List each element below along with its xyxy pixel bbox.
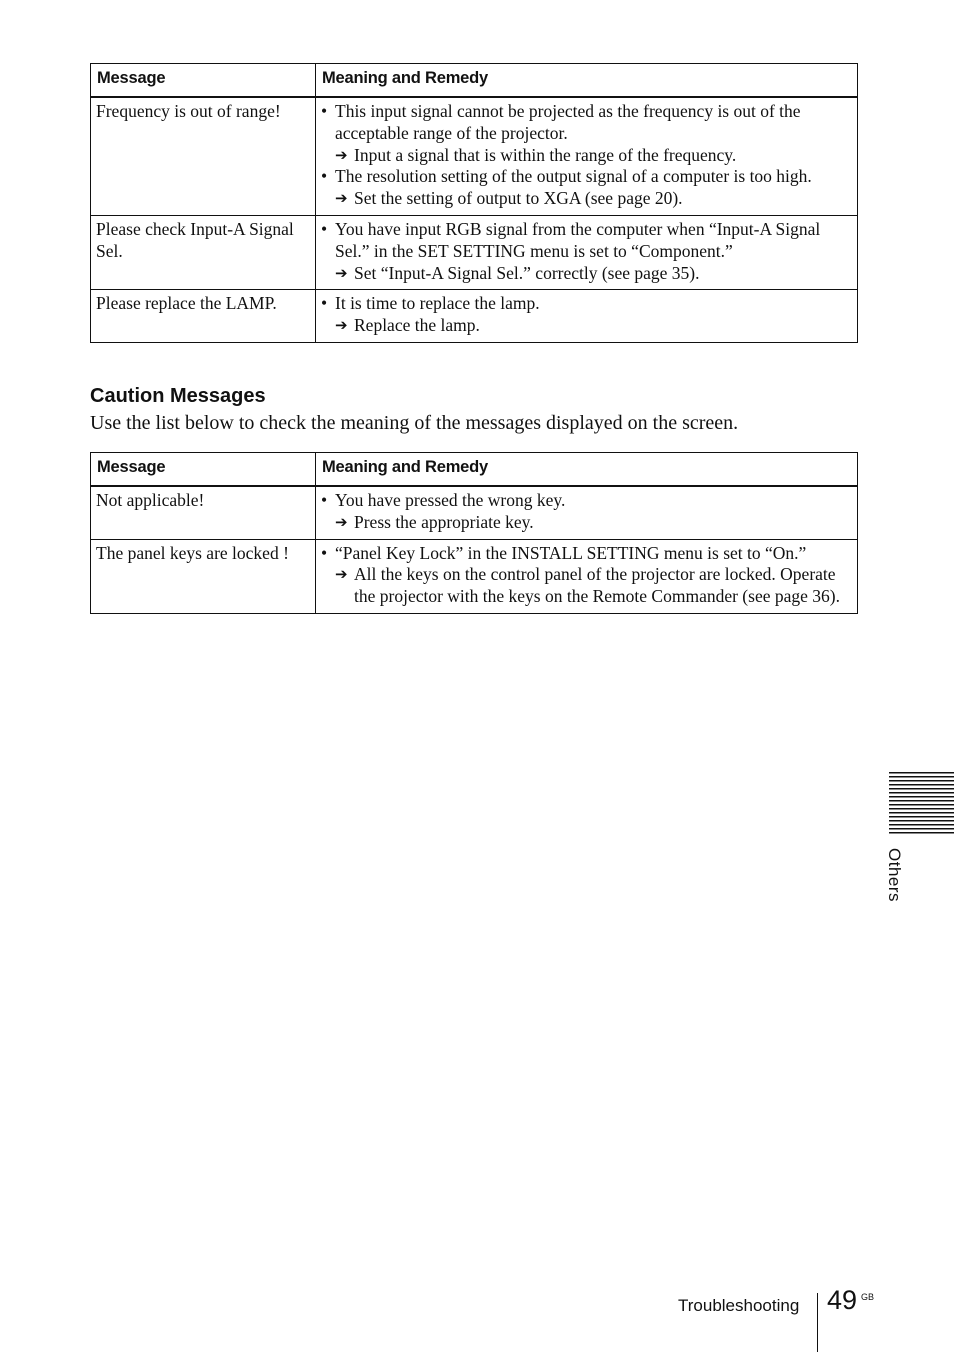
table-row (91, 290, 858, 343)
table-header-row (91, 64, 858, 98)
remedy-item (321, 188, 852, 210)
column-header-message: Message (91, 453, 316, 487)
arrow-right-icon: ➔ (335, 189, 348, 208)
bullet-mark: • (321, 490, 328, 510)
remedy-item (321, 315, 852, 337)
remedy-item (321, 564, 852, 608)
remedy-item (321, 145, 852, 167)
cause-text: You have pressed the wrong key. (335, 490, 566, 510)
section-intro: Use the list below to check the meaning of the messages displayed on the screen. (90, 412, 739, 434)
message-cell: Frequency is out of range! (91, 97, 316, 215)
table-row (91, 215, 858, 289)
table-row (91, 539, 858, 613)
cause-item (321, 101, 852, 145)
remedy-text: Replace the lamp. (354, 315, 480, 336)
meaning-cell (316, 290, 858, 343)
bullet-mark: • (321, 542, 328, 563)
caution-messages-table (90, 452, 858, 614)
cause-text: “Panel Key Lock” in the INSTALL SETTING menu is set to “On.” (335, 542, 807, 563)
message-cell: The panel keys are locked ! (91, 539, 316, 613)
column-header-meaning: Meaning and Remedy (316, 453, 858, 487)
remedy-text: Press the appropriate key. (354, 511, 534, 532)
message-cell: Not applicable! (91, 486, 316, 539)
cause-item (321, 293, 852, 315)
cause-item (321, 166, 852, 188)
bullet-mark: • (321, 166, 328, 187)
remedy-item (321, 263, 852, 285)
arrow-right-icon: ➔ (335, 512, 348, 531)
cause-text: You have input RGB signal from the computer when “Input-A Signal Sel.” in the SET SETTING menu is set to “Component.” (335, 218, 821, 261)
message-cell: Please check Input-A Signal Sel. (91, 215, 316, 289)
footer-divider (817, 1293, 818, 1352)
column-header-meaning: Meaning and Remedy (316, 64, 858, 98)
cause-text: The resolution setting of the output signal of a computer is too high. (335, 166, 812, 187)
table-row (91, 486, 858, 539)
remedy-text: Input a signal that is within the range of the frequency. (354, 144, 737, 165)
meaning-cell (316, 539, 858, 613)
message-cell: Please replace the LAMP. (91, 290, 316, 343)
remedy-text: Set “Input-A Signal Sel.” correctly (see page 35). (354, 262, 700, 283)
section-title: Caution Messages (90, 385, 266, 407)
bullet-mark: • (321, 218, 328, 239)
cause-item (321, 543, 852, 565)
footer-section-name: Troubleshooting (678, 1296, 800, 1315)
arrow-right-icon: ➔ (335, 263, 348, 282)
meaning-cell (316, 215, 858, 289)
cause-text: This input signal cannot be projected as the frequency is out of the acceptable range of the projector. (335, 101, 801, 143)
page-number: 49 (827, 1285, 858, 1315)
table-header-row (91, 453, 858, 487)
arrow-right-icon: ➔ (335, 565, 348, 584)
section-tab-label: Others (885, 848, 904, 903)
meaning-cell (316, 97, 858, 215)
remedy-item (321, 512, 852, 534)
section-tab-stripes (889, 772, 954, 836)
arrow-right-icon: ➔ (335, 316, 348, 335)
error-messages-table (90, 63, 858, 343)
cause-item (321, 219, 852, 263)
remedy-text: Set the setting of output to XGA (see page 20). (354, 188, 683, 209)
cause-text: It is time to replace the lamp. (335, 293, 540, 314)
meaning-cell (316, 486, 858, 539)
page-language-suffix: GB (861, 1292, 875, 1302)
column-header-message: Message (91, 64, 316, 98)
remedy-text: All the keys on the control panel of the projector are locked. Operate the projector with the keys on the Remote Commander (see page 36). (354, 564, 840, 607)
cause-item (321, 490, 852, 512)
bullet-mark: • (321, 293, 328, 314)
bullet-mark: • (321, 101, 328, 121)
table-row (91, 97, 858, 215)
arrow-right-icon: ➔ (335, 145, 348, 164)
